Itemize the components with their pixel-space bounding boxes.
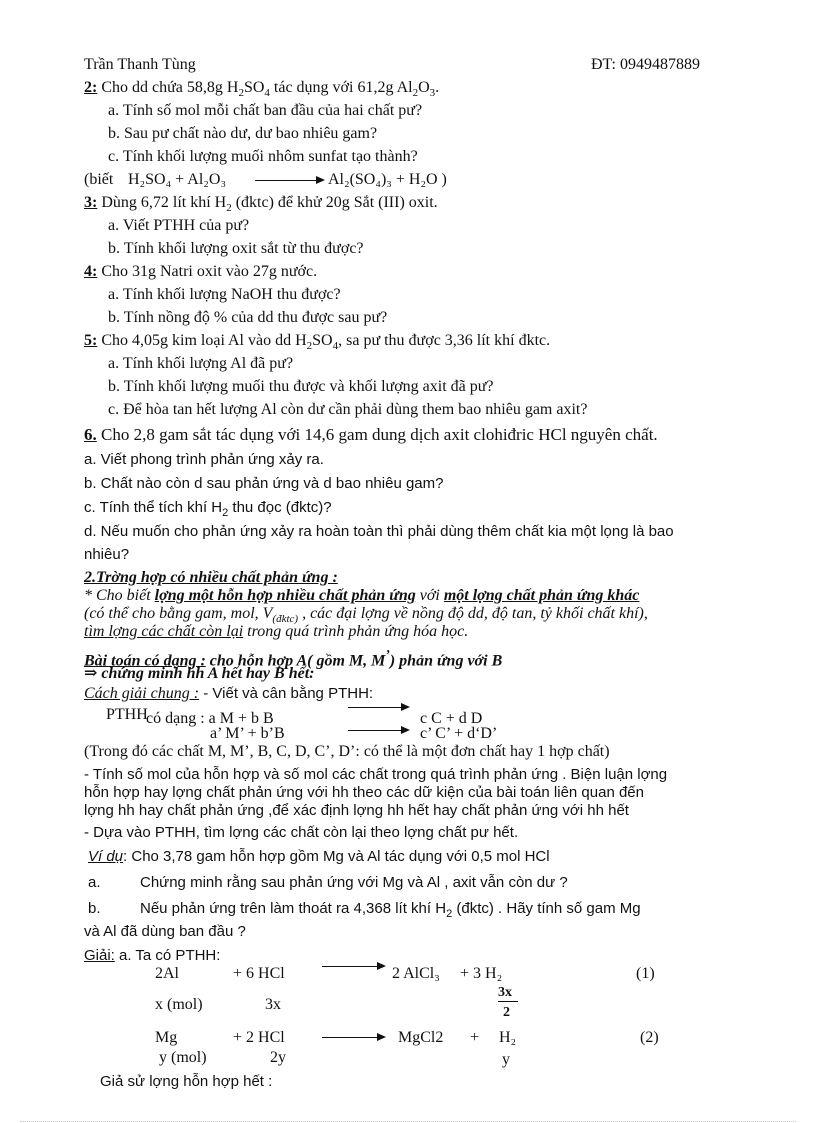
fraction-denominator: 2: [503, 1005, 510, 1020]
prove-line: ⇒ chứng minh hh A hết hay B hết:: [84, 665, 315, 682]
question-2b: b. Sau pư chất nào dư, dư bao nhiêu gam?: [108, 125, 378, 142]
reaction-2-product-1: MgCl2: [398, 1029, 444, 1046]
reaction-2-product-2: H₂: [499, 1029, 517, 1046]
question-5-stem: 5: Cho 4,05g kim loại Al vào dd $H_2SO_4$, sa pư thu được 3,36 lít khí đktc.: [84, 332, 551, 353]
reaction-arrow: [255, 180, 323, 181]
section-2-para-line2: (có thể cho bằng gam, mol, $V_{(đktc)}$ , các đại lợng về nồng độ dd, độ tan, tỷ khối chất khí),: [84, 605, 648, 626]
fraction-bar: [498, 1001, 518, 1002]
question-4a: a. Tính khối lượng NaOH thu được?: [108, 286, 341, 303]
question-6b: b. Chất nào còn d sau phản ứng và d bao nhiêu gam?: [84, 475, 444, 492]
step-line-2: hỗn hợp hay lợng chất phản ứng với hh theo các dữ kiện của bài toán liên quan đến: [84, 784, 644, 801]
reaction-1-mol-3x: 3x: [265, 996, 281, 1013]
question-5a: a. Tính khối lượng Al đã pư?: [108, 355, 294, 372]
example-a-number: a.: [88, 874, 101, 891]
question-6a: a. Viết phong trình phản ứng xảy ra.: [84, 451, 324, 468]
question-2a: a. Tính số mol mỗi chất ban đầu của hai chất pư?: [108, 102, 423, 119]
example-b-line1: Nếu phản ứng trên làm thoát ra 4,368 lít khí $H_2$ (đktc) . Hãy tính số gam Mg: [140, 900, 641, 920]
reaction-arrow: [322, 966, 384, 967]
question-2-eq-right: Al₂(SO₄)₃ + H₂O ): [328, 171, 447, 188]
reaction-1-mol-x: x (mol): [155, 996, 203, 1013]
reaction-2-mol-y-product: y: [502, 1051, 510, 1068]
reaction-2-reactant-2: + 2 HCl: [233, 1029, 285, 1046]
example-a: Chứng minh rằng sau phản ứng với Mg và Al , axit vẫn còn dư ?: [140, 874, 568, 891]
question-2c: c. Tính khối lượng muối nhôm sunfat tạo thành?: [108, 148, 418, 165]
reaction-1-reactant-2: + 6 HCl: [233, 965, 285, 982]
question-3a: a. Viết PTHH của pư?: [108, 217, 250, 234]
page-bottom-divider: [20, 1121, 796, 1122]
fraction-numerator: 3x: [498, 985, 512, 1000]
question-6d-line2: nhiêu?: [84, 546, 130, 563]
question-2-eq-prefix: (biết: [84, 171, 114, 188]
question-3-stem: 3: Dùng 6,72 lít khí $H_2$ (đktc) để khử 20g Sắt (III) oxit.: [84, 194, 438, 215]
note-line: (Trong đó các chất M, M’, B, C, D, C’, D’: có thể là một đơn chất hay 1 hợp chất): [84, 743, 610, 760]
implies-arrow-icon: ⇒: [84, 665, 98, 682]
reaction-1-product-1: 2 AlCl₃: [392, 965, 440, 982]
reaction-2-mol-y: y (mol): [159, 1049, 207, 1066]
section-2-para-line1: * Cho biết lợng một hỗn hợp nhiều chất phản ứng với một lợng chất phản ứng khác: [84, 587, 640, 604]
section-2-para-line3: tìm lợng các chất còn lại trong quá trình phản ứng hóa học.: [84, 623, 469, 640]
method-line: Cách giải chung : - Viết và cân bằng PTHH:: [84, 685, 374, 702]
question-5c: c. Để hòa tan hết lượng Al còn dư cần phải dùng them bao nhiêu gam axit?: [108, 401, 588, 418]
reaction-2-mol-2y: 2y: [270, 1049, 286, 1066]
pthh-general-right-2: c’ C’ + d‘D’: [420, 725, 498, 742]
reaction-arrow: [348, 707, 408, 708]
reaction-arrow: [348, 730, 408, 731]
question-2-stem: 2: Cho dd chứa 58,8g $H_2SO_4$ tác dụng với 61,2g $Al_2O_3$.: [84, 79, 440, 100]
question-6d-line1: d. Nếu muốn cho phản ứng xảy ra hoàn toàn thì phải dùng thêm chất kia một lọng là bao: [84, 523, 674, 540]
pthh-label: PTHH: [106, 706, 148, 723]
example-b-number: b.: [88, 900, 101, 917]
pthh-general-right: c C + d D: [420, 710, 483, 727]
example-stem: Ví dụ: Cho 3,78 gam hỗn hợp gồm Mg và Al tác dụng với 0,5 mol HCl: [88, 848, 550, 865]
reaction-2-number: (2): [640, 1029, 659, 1046]
step-line-3: lợng hh hay chất phản ứng ,để xác định lợng hh hết hay chất phản ứng với hh hết: [84, 802, 629, 819]
question-6c: c. Tính thể tích khí $H_2$ thu đọc (đktc)?: [84, 499, 332, 519]
step-line-4: - Dựa vào PTHH, tìm lợng các chất còn lại theo lợng chất pư hết.: [84, 824, 519, 841]
question-5b: b. Tính khối lượng muối thu được và khối lượng axit đã pư?: [108, 378, 494, 395]
problem-type: Bài toán có dạng : cho hỗn hợp A( gồm M, M’) phản ứng với B: [84, 647, 503, 670]
reaction-2-plus: +: [470, 1029, 480, 1046]
pthh-general-left: có dạng : a M + b B: [146, 710, 274, 727]
question-number: 2:: [84, 79, 98, 96]
solution-intro: Giải: a. Ta có PTHH:: [84, 947, 221, 964]
step-line-1: - Tính số mol của hỗn hợp và số mol các chất trong quá trình phản ứng . Biện luận lợng: [84, 766, 668, 783]
reaction-2-reactant-1: Mg: [155, 1029, 178, 1046]
author: Trần Thanh Tùng: [84, 56, 196, 73]
example-b-line2: và Al đã dùng ban đầu ?: [84, 923, 246, 940]
reaction-1-number: (1): [636, 965, 655, 982]
question-2-eq-left: H₂SO₄ + Al₂O₃: [128, 171, 227, 188]
question-3b: b. Tính khối lượng oxit sắt từ thu được?: [108, 240, 364, 257]
question-4-stem: 4: Cho 31g Natri oxit vào 27g nước.: [84, 263, 318, 280]
reaction-1-reactant-1: 2Al: [155, 965, 179, 982]
section-2-heading: 2.Trờng hợp có nhiều chất phản ứng :: [84, 569, 338, 586]
reaction-arrow: [322, 1037, 384, 1038]
phone: ĐT: 0949487889: [591, 56, 700, 73]
solution-assumption: Giả sử lợng hỗn hợp hết :: [100, 1073, 273, 1090]
pthh-general-left-2: a’ M’ + b’B: [210, 725, 285, 742]
reaction-1-product-2: + 3 H₂: [460, 965, 503, 982]
question-6-stem: 6. Cho 2,8 gam sắt tác dụng với 14,6 gam dung dịch axit clohiđric HCl nguyên chất.: [84, 425, 658, 444]
question-4b: b. Tính nồng độ % của dd thu được sau pư?: [108, 309, 388, 326]
